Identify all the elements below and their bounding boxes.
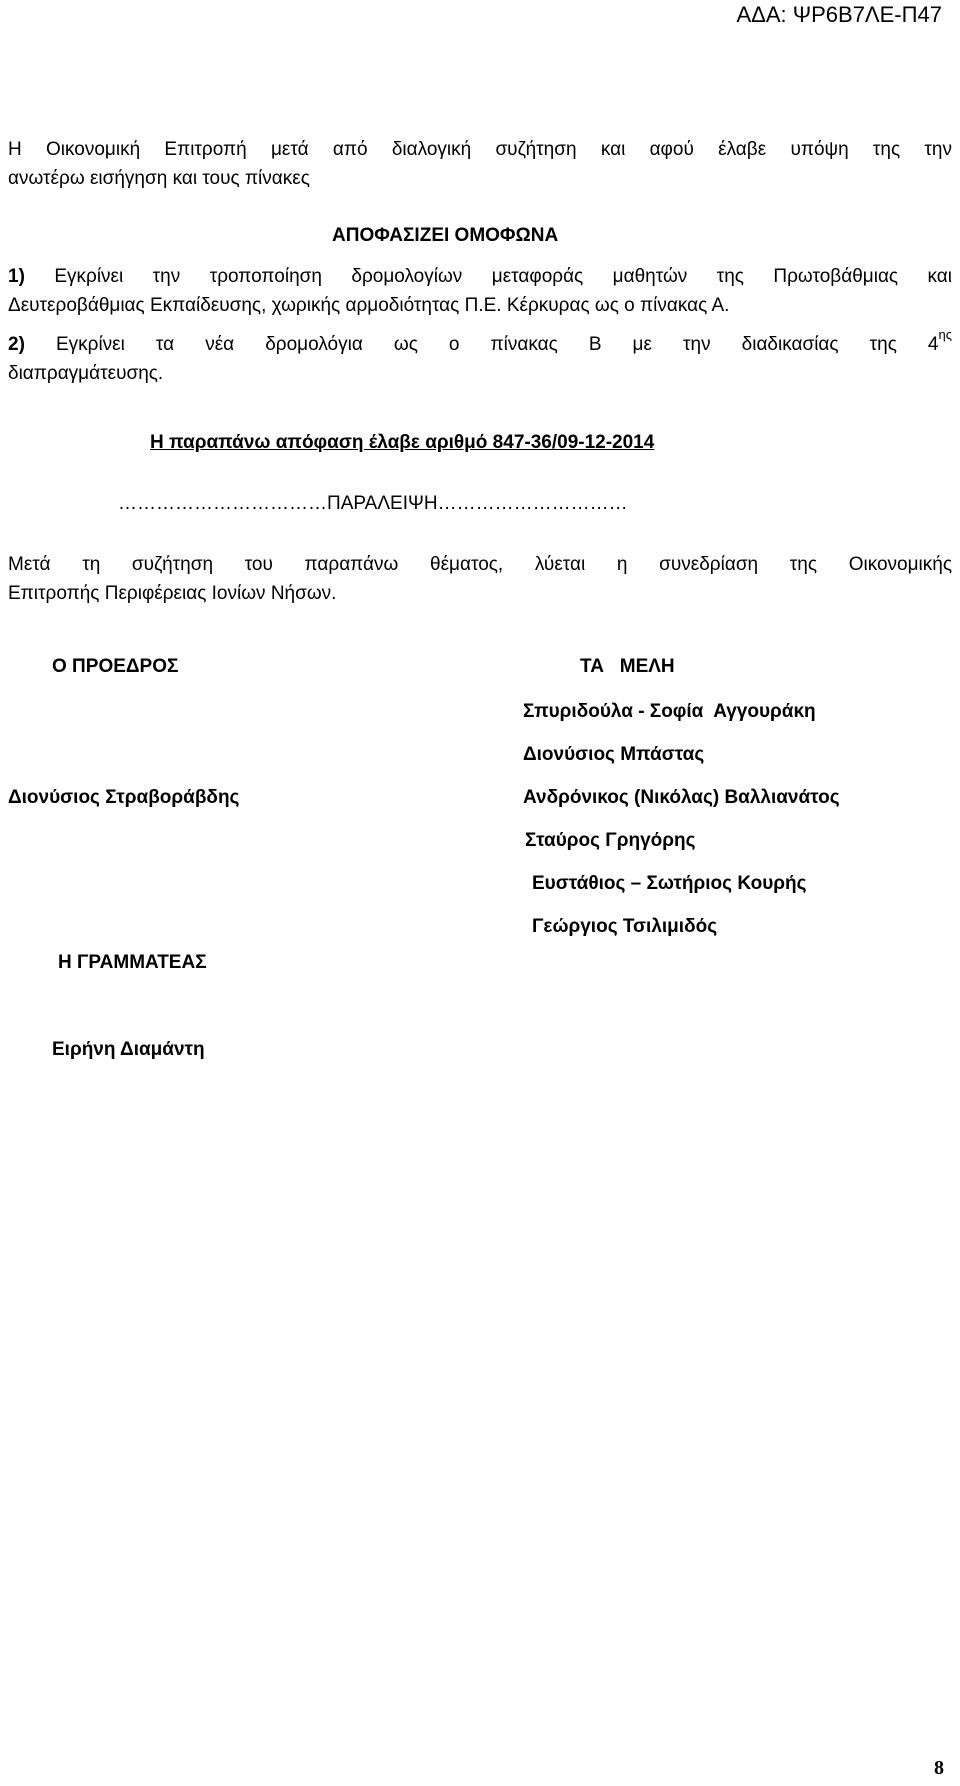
- president-name: Διονύσιος Στραβοράβδης: [8, 787, 240, 808]
- decision-number: Η παραπάνω απόφαση έλαβε αριθμό 847-36/09-12-2014: [150, 432, 655, 453]
- decision-item-1-line-2: Δευτεροβάθμιας Εκπαίδευσης, χωρικής αρμοδιότητας Π.Ε. Κέρκυρας ως ο πίνακας Α.: [8, 295, 730, 316]
- member-name: Ανδρόνικος (Νικόλας) Βαλλιανάτος: [523, 787, 840, 808]
- president-title: Ο ΠΡΟΕΔΡΟΣ: [52, 656, 179, 677]
- decision-title: ΑΠΟΦΑΣΙΖΕΙ ΟΜΟΦΩΝΑ: [332, 225, 559, 246]
- member-name: Ευστάθιος – Σωτήριος Κουρής: [532, 873, 807, 894]
- member-name: Διονύσιος Μπάστας: [523, 744, 705, 765]
- member-name: Σπυριδούλα - Σοφία Αγγουράκη: [523, 701, 816, 722]
- member-name: Σταύρος Γρηγόρης: [525, 830, 696, 851]
- item-2-superscript: ης: [938, 327, 952, 342]
- item-1-text: Εγκρίνει την τροποποίηση δρομολογίων μεταφοράς μαθητών της Πρωτοβάθμιας και: [24, 266, 952, 287]
- secretary-name: Ειρήνη Διαμάντη: [52, 1039, 205, 1060]
- secretary-title: Η ΓΡΑΜΜΑΤΕΑΣ: [58, 952, 207, 973]
- decision-item-2-line-1: [8, 327, 952, 359]
- item-2-number: 2): [8, 334, 25, 355]
- members-title: ΤΑ ΜΕΛΗ: [580, 656, 675, 677]
- closing-line-1: Μετά τη συζήτηση του παραπάνω θέματος, λύεται η συνεδρίαση της Οικονομικής: [8, 554, 952, 575]
- closing-line-2: Επιτροπής Περιφέρειας Ιονίων Νήσων.: [8, 583, 337, 604]
- omission-marker: ……………………………ΠΑΡΑΛΕΙΨΗ…………………………: [118, 493, 628, 514]
- intro-line-1: Η Οικονομική Επιτροπή μετά από διαλογική συζήτηση και αφού έλαβε υπόψη της την: [8, 139, 952, 160]
- decision-item-1-line-1: [8, 262, 952, 291]
- document-code: ΑΔΑ: ΨΡ6Β7ΛΕ-Π47: [736, 2, 942, 27]
- item-1-number: 1): [8, 266, 25, 287]
- decision-item-2-line-2: διαπραγμάτευσης.: [8, 363, 164, 384]
- intro-line-2: ανωτέρω εισήγηση και τους πίνακες: [8, 168, 310, 189]
- member-name: Γεώργιος Τσιλιμιδός: [532, 916, 718, 937]
- item-2-text: Εγκρίνει τα νέα δρομολόγια ως ο πίνακας Β με την διαδικασίας της 4: [24, 334, 939, 355]
- page-number: 8: [934, 1757, 944, 1779]
